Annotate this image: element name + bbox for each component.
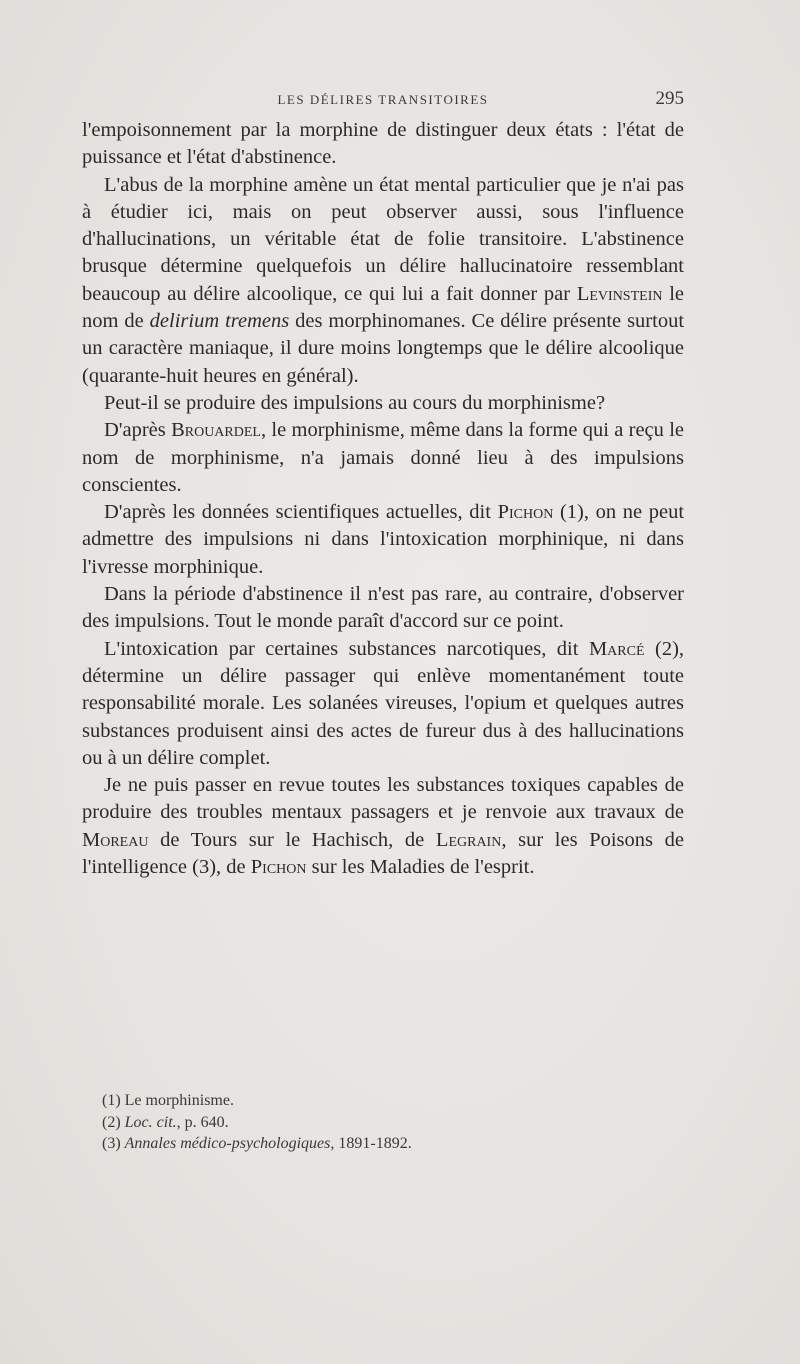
paragraph-8: Je ne puis passer en revue toutes les substances toxiques capables de produire des troubles mentaux passagers et je renvoie aux travaux de Moreau de Tours sur le Hachisch, de Legrain, sur les Poisons de l'intelligence (3), de Pichon sur les Maladies de l'esprit. xyxy=(82,774,684,879)
paragraph-3: Peut-il se produire des impulsions au cours du morphinisme? xyxy=(104,391,606,414)
paragraph-4: D'après Brouardel, le morphinisme, même dans la forme qui a reçu le nom de morphinisme, n'a jamais donné lieu à des impulsions conscientes. xyxy=(82,419,684,496)
author-name-pichon: Pichon xyxy=(497,501,554,524)
author-name-levinstein: Levinstein xyxy=(576,282,663,305)
page-header xyxy=(82,88,684,112)
page-number: 295 xyxy=(655,88,684,109)
paragraph-7: L'intoxication par certaines substances narcotiques, dit Marcé (2), détermine un délire passager qui enlève momentanément toute responsabilité morale. Les solanées vireuses, l'opium et quelques autres substances produisent ainsi des actes de fureur dus à des hallucinations ou à un délire complet. xyxy=(82,637,685,769)
running-title: LES DÉLIRES TRANSITOIRES xyxy=(277,92,489,107)
author-name-marce: Marcé xyxy=(588,637,645,660)
author-name-pichon-2: Pichon xyxy=(250,856,307,879)
paragraph-5: D'après les données scientifiques actuelles, dit Pichon (1), on ne peut admettre des impulsions ni dans l'intoxication morphinique, ni dans l'ivresse morphinique. xyxy=(82,501,685,578)
paragraph-1: l'empoisonnement par la morphine de distinguer deux états : l'état de puissance et l'état d'abstinence. xyxy=(82,119,684,169)
italic-term: delirium tremens xyxy=(149,310,290,333)
footnote-2: (2) Loc. cit., p. 640. xyxy=(102,1113,229,1131)
paragraph-2: L'abus de la morphine amène un état mental particulier que je n'ai pas à étudier ici, mais on peut observer aussi, sous l'influence d'hallucinations, un véritable état de folie transitoire. L'abstinence brusque détermine quelquefois un délire hallucinatoire ressemblant beaucoup au délire alcoolique, ce qui lui a fait donner par Levinstein le nom de delirium tremens des morphinomanes. Ce délire présente surtout un caractère maniaque, il dure moins longtemps que le délire alcoolique (quarante-huit heures en général). xyxy=(82,173,685,387)
paragraph-6: Dans la période d'abstinence il n'est pas rare, au contraire, d'observer des impulsions. Tout le monde paraît d'accord sur ce point. xyxy=(82,583,684,633)
author-name-moreau: Moreau xyxy=(82,828,149,851)
author-name-legrain: Legrain xyxy=(435,828,502,851)
footnote-3: (3) Annales médico-psychologiques, 1891-1892. xyxy=(102,1135,412,1152)
author-name-brouardel: Brouardel xyxy=(171,419,261,442)
footnotes xyxy=(102,1090,662,1155)
body-text xyxy=(82,117,684,881)
footnote-1: (1) Le morphinisme. xyxy=(102,1092,234,1109)
